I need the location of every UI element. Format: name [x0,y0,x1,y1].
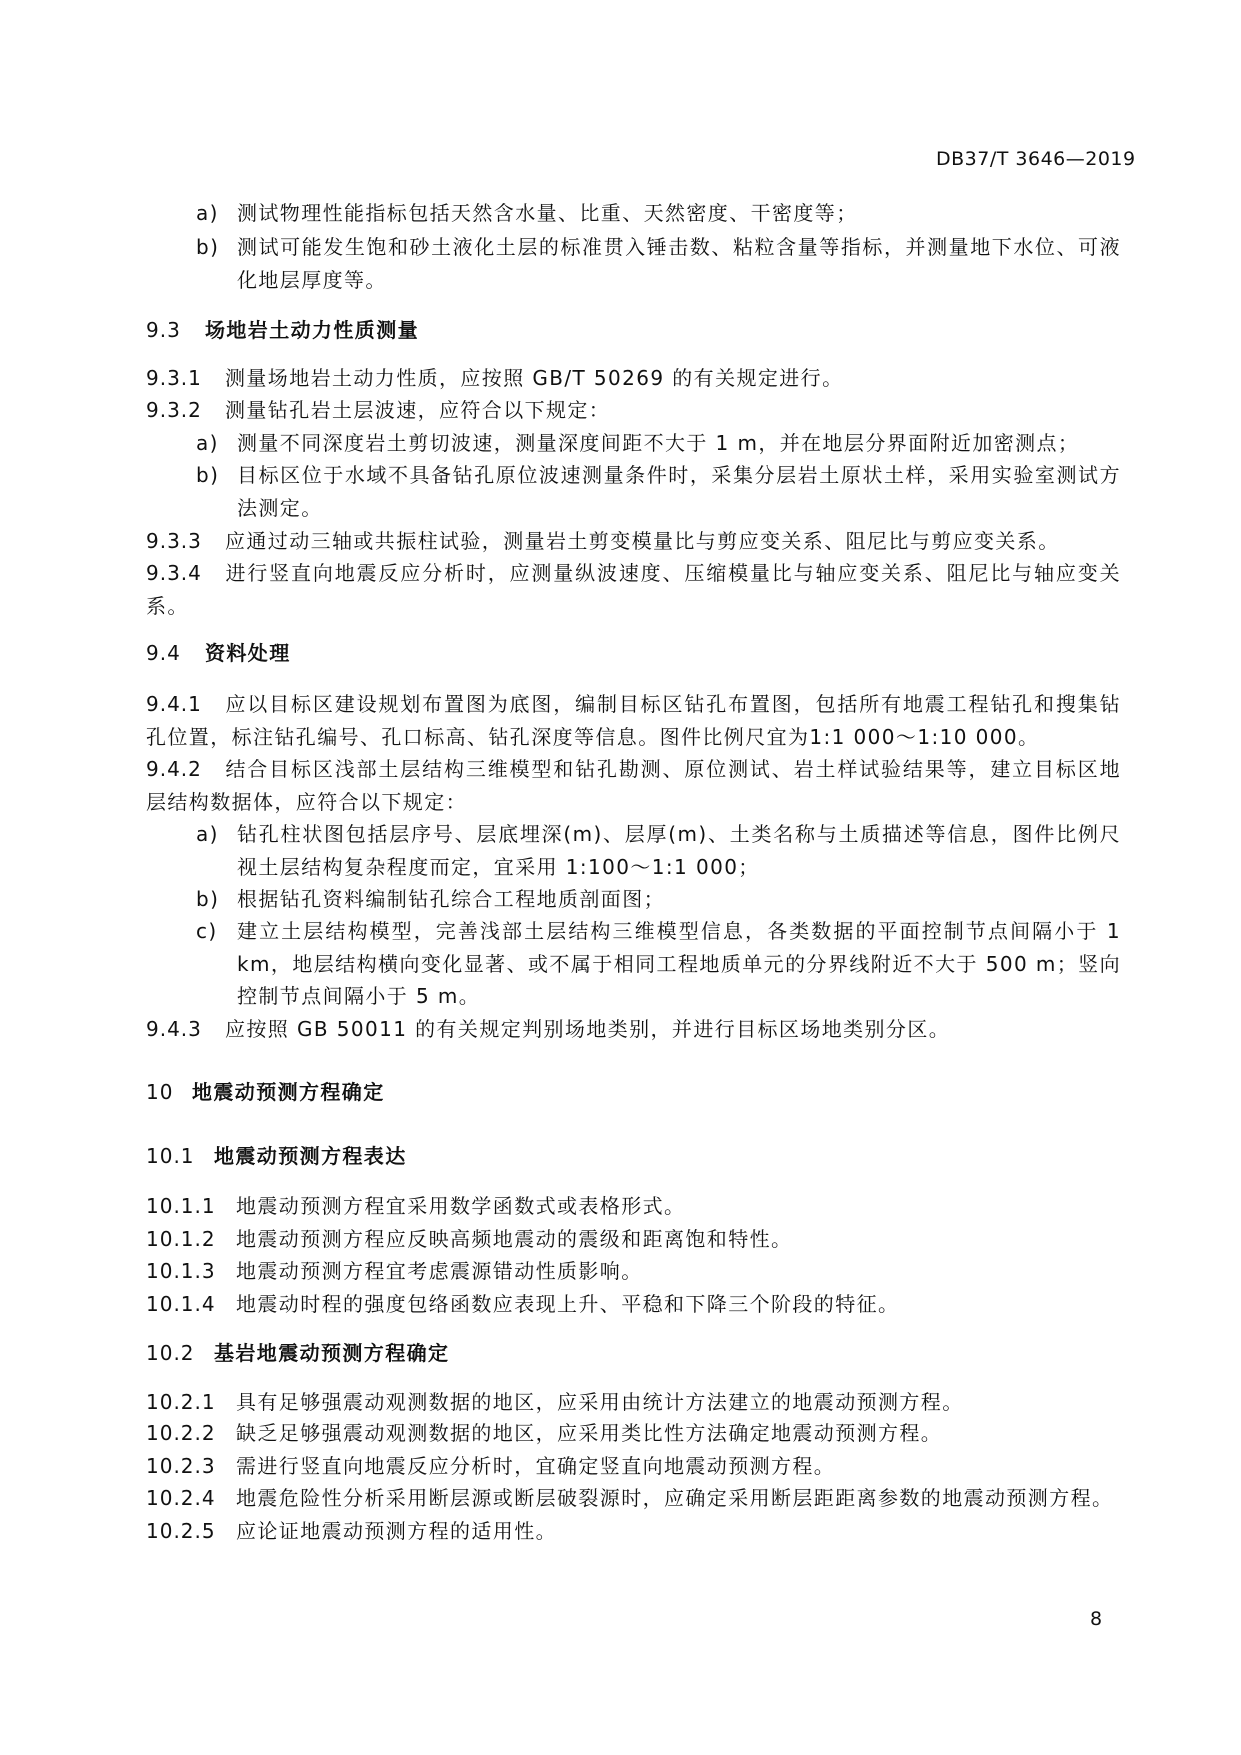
clause [146,1417,1121,1450]
clause-number: 10.1.2 [146,1227,216,1251]
clause [146,753,1121,818]
clause-number: 10.1.3 [146,1259,216,1283]
clause-text: 进行竖直向地震反应分析时，应测量纵波速度、压缩模量比与轴应变关系、阻尼比与轴应变关系。 [146,561,1121,618]
clause [146,1190,1121,1223]
clause-text: 应按照 GB 50011 的有关规定判别场地类别，并进行目标区场地类别分区。 [225,1017,951,1041]
section-heading-10-2 [146,1337,449,1370]
clause [146,1482,1121,1515]
clause-number: 9.3.4 [146,561,202,585]
clause-number: 9.4.2 [146,757,202,781]
section-number: 10.1 [146,1144,195,1168]
list-label: c) [196,919,218,943]
clause-text: 结合目标区浅部土层结构三维模型和钻孔勘测、原位测试、岩土样试验结果等，建立目标区地层结构数据体，应符合以下规定： [146,757,1121,814]
clause [146,362,1121,395]
section-heading-10-1 [146,1140,407,1173]
clause-number: 10.2.5 [146,1519,216,1543]
clause [146,525,1121,558]
clause [146,1013,1121,1046]
clause-text: 地震动预测方程宜考虑震源错动性质影响。 [236,1259,643,1283]
list-item [196,197,1121,230]
clause [146,1386,1121,1419]
clause-number: 10.2.1 [146,1390,216,1414]
clause-text: 测量钻孔岩土层波速，应符合以下规定： [225,398,611,422]
chapter-heading-10 [146,1076,385,1109]
clause-number: 9.3.2 [146,398,202,422]
clause-text: 地震动预测方程宜采用数学函数式或表格形式。 [236,1194,686,1218]
list-label: b) [196,887,220,911]
list-label: b) [196,463,220,487]
section-title: 地震动预测方程表达 [214,1144,407,1168]
clause-number: 9.3.3 [146,529,202,553]
clause-text: 应论证地震动预测方程的适用性。 [236,1519,557,1543]
page-number: 8 [1090,1608,1104,1630]
list-text: 根据钻孔资料编制钻孔综合工程地质剖面图； [237,887,665,911]
clause-text: 地震动时程的强度包络函数应表现上升、平稳和下降三个阶段的特征。 [236,1292,900,1316]
clause-number: 10.2.4 [146,1486,216,1510]
clause-text: 缺乏足够强震动观测数据的地区，应采用类比性方法确定地震动预测方程。 [236,1421,943,1445]
section-title: 基岩地震动预测方程确定 [214,1341,450,1365]
list-label: b) [196,235,220,259]
section-heading-9-4 [146,637,291,670]
section-heading-9-3 [146,314,419,347]
clause-text: 测量场地岩土动力性质，应按照 GB/T 50269 的有关规定进行。 [225,366,844,390]
clause-text: 地震危险性分析采用断层源或断层破裂源时，应确定采用断层距距离参数的地震动预测方程。 [236,1486,1114,1510]
clause-number: 10.1.4 [146,1292,216,1316]
section-title: 资料处理 [205,641,291,665]
list-label: a) [196,431,219,455]
clause-number: 9.3.1 [146,366,202,390]
clause-text: 应通过动三轴或共振柱试验，测量岩土剪变模量比与剪应变关系、阻尼比与剪应变关系。 [225,529,1060,553]
list-item [196,459,1121,524]
list-text: 测试可能发生饱和砂土液化土层的标准贯入锤击数、粘粒含量等指标，并测量地下水位、可液化地层厚度等。 [237,235,1121,292]
clause [146,1255,1121,1288]
clause [146,394,1121,427]
list-text: 测试物理性能指标包括天然含水量、比重、天然密度、干密度等； [237,201,858,225]
clause-text: 需进行竖直向地震反应分析时，宜确定竖直向地震动预测方程。 [236,1454,836,1478]
section-number: 9.3 [146,318,181,342]
list-text: 建立土层结构模型，完善浅部土层结构三维模型信息，各类数据的平面控制节点间隔小于 1 km，地层结构横向变化显著、或不属于相同工程地质单元的分界线附近不大于 500 m；竖向控制节点间隔小于 5 m。 [237,919,1121,1009]
clause-text: 地震动预测方程应反映高频地震动的震级和距离饱和特性。 [236,1227,793,1251]
list-label: a) [196,822,219,846]
clause-number: 10.2.2 [146,1421,216,1445]
clause-text: 应以目标区建设规划布置图为底图，编制目标区钻孔布置图，包括所有地震工程钻孔和搜集钻孔位置，标注钻孔编号、孔口标高、钻孔深度等信息。图件比例尺宜为1:1 000～1:10 000。 [146,692,1121,749]
list-item [196,883,1121,916]
clause-text: 具有足够强震动观测数据的地区，应采用由统计方法建立的地震动预测方程。 [236,1390,964,1414]
list-text: 钻孔柱状图包括层序号、层底埋深(m)、层厚(m)、土类名称与土质描述等信息，图件比例尺视土层结构复杂程度而定，宜采用 1:100～1:1 000； [237,822,1121,879]
section-title: 场地岩土动力性质测量 [205,318,419,342]
list-text: 目标区位于水域不具备钻孔原位波速测量条件时，采集分层岩土原状土样，采用实验室测试方法测定。 [237,463,1121,520]
clause [146,1223,1121,1256]
list-text: 测量不同深度岩土剪切波速，测量深度间距不大于 1 m，并在地层分界面附近加密测点； [237,431,1080,455]
clause [146,1515,1121,1548]
clause-number: 10.1.1 [146,1194,216,1218]
clause [146,557,1121,622]
section-number: 9.4 [146,641,181,665]
list-item [196,427,1121,460]
chapter-number: 10 [146,1080,174,1104]
clause-number: 9.4.3 [146,1017,202,1041]
clause-number: 9.4.1 [146,692,202,716]
section-number: 10.2 [146,1341,195,1365]
clause [146,688,1121,753]
chapter-title: 地震动预测方程确定 [192,1080,385,1104]
clause-number: 10.2.3 [146,1454,216,1478]
list-label: a) [196,201,219,225]
list-item [196,231,1121,296]
document-header-code: DB37/T 3646—2019 [936,148,1136,170]
clause [146,1288,1121,1321]
list-item [196,818,1121,883]
list-item [196,915,1121,1013]
clause [146,1450,1121,1483]
